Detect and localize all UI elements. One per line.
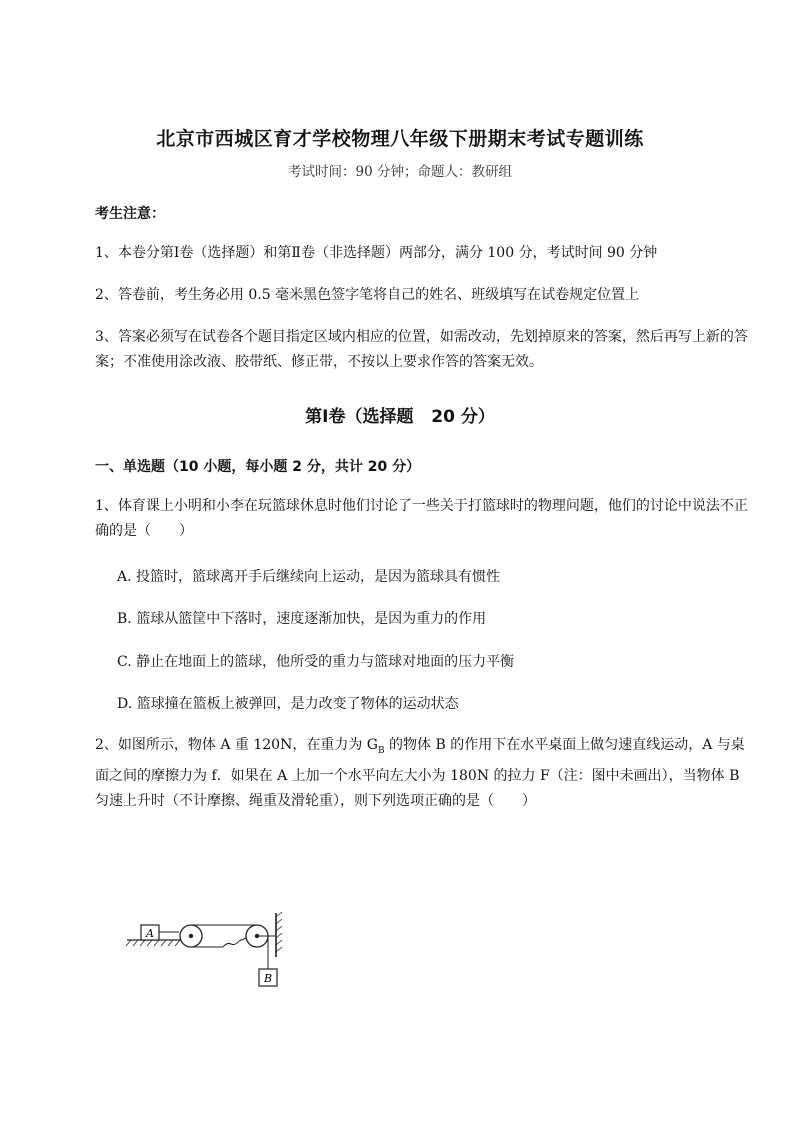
pulley-diagram — [125, 905, 295, 1000]
question-2-subscript: B — [377, 745, 385, 756]
notice-item-1: 1、本卷分第Ⅰ卷（选择题）和第Ⅱ卷（非选择题）两部分，满分 100 分，考试时间 90 分钟 — [95, 245, 658, 261]
rope-hook — [223, 941, 239, 947]
part-heading: 一、单选题（10 小题，每小题 2 分，共计 20 分） — [95, 459, 421, 475]
section-title: 第Ⅰ卷（选择题 20 分） — [305, 407, 495, 427]
movable-pulley-axle — [189, 934, 193, 938]
notice-item-3: 3、答案必须写在试卷各个题目指定区域内相应的位置，如需改动，先划掉原来的答案，然后再写上新的答案；不准使用涂改液、胶带纸、修正带，不按以上要求作答的答案无效。 — [95, 329, 748, 370]
page-title: 北京市西城区育才学校物理八年级下册期末考试专题训练 — [156, 128, 644, 150]
question-1-option-b[interactable]: B. 篮球从篮筐中下落时，速度逐渐加快，是因为重力的作用 — [117, 611, 487, 627]
question-2-stem — [95, 733, 757, 814]
exam-info: 考试时间：90 分钟；命题人：教研组 — [288, 164, 512, 180]
block-a-label: A — [146, 927, 154, 940]
notice-heading: 考生注意： — [95, 206, 165, 222]
question-1-stem: 1、体育课上小明和小李在玩篮球休息时他们讨论了一些关于打篮球时的物理问题，他们的讨论中说法不正确的是（ ） — [95, 498, 748, 539]
block-b-label: B — [264, 972, 273, 985]
ground-hatch — [126, 940, 180, 946]
notice-item-2: 2、答卷前，考生务必用 0.5 毫米黑色签字笔将自己的姓名、班级填写在试卷规定位置上 — [95, 287, 640, 303]
question-2-stem-part-1: 2、如图所示，物体 A 重 120N，在重力为 G — [95, 737, 378, 753]
wall-hatch — [276, 912, 282, 952]
question-1-option-d[interactable]: D. 篮球撞在篮板上被弹回，是力改变了物体的运动状态 — [117, 696, 459, 712]
question-1-option-c[interactable]: C. 静止在地面上的篮球，他所受的重力与篮球对地面的压力平衡 — [117, 654, 515, 670]
question-1-option-a[interactable]: A. 投篮时，篮球离开手后继续向上运动，是因为篮球具有惯性 — [117, 569, 501, 585]
question-2-stem-part-2: 的物体 B 的作用下在水平桌面上做匀速直线运动，A 与桌面之间的摩擦力为 f．如果在 A 上加一个水平向左大小为 180N 的拉力 F（注：图中未画出），当物体 B 匀速上升时（不计摩擦、绳重及滑轮重），则下列选项正确的是（ ） — [95, 737, 745, 809]
rope-to-fixed — [239, 938, 246, 941]
